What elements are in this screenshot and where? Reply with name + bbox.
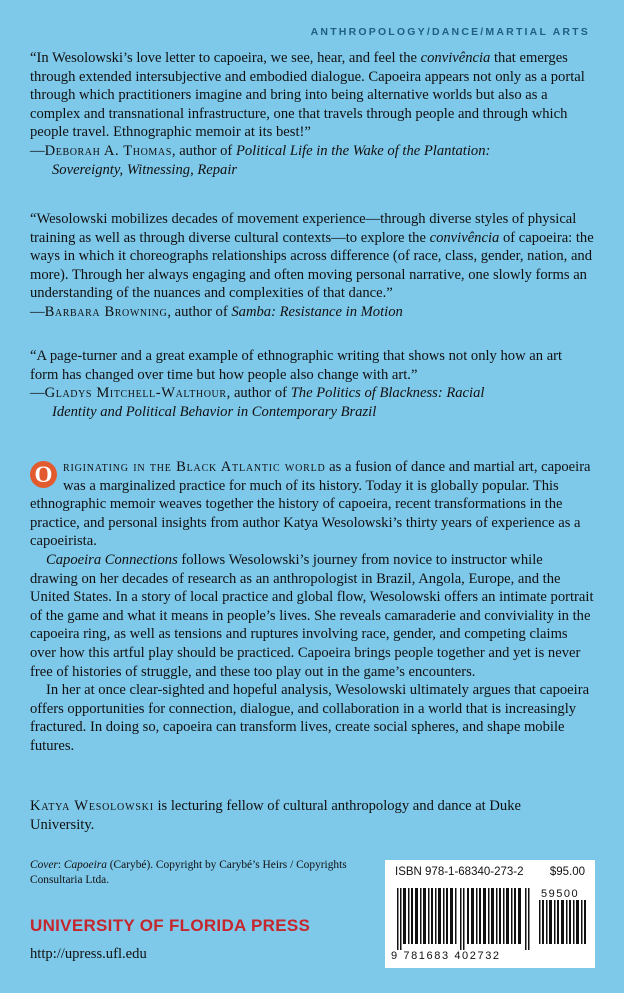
publisher-name: UNIVERSITY OF FLORIDA PRESS <box>30 916 311 935</box>
description-paragraph-3: In her at once clear-sighted and hopeful analysis, Wesolowski ultimately argues that capoeira offers opportunities for connection, dialogue, and collaboration in a world that is increasingly fractured. In doing so, capoeira can transform lives, create social spheres, and shape mobile futures. <box>30 682 590 754</box>
price-text: $95.00 <box>549 866 585 878</box>
blurb-1-name: Deborah A. Thomas <box>44 142 172 159</box>
isbn-line <box>395 866 585 878</box>
book-description <box>30 458 594 756</box>
description-paragraph-1: O riginating in the Black Atlantic world as a fusion of dance and martial art, capoeira was a marginalized practice for much of its history. Today it is globally popular. This ethnographic memoir weaves together the history of capoeira, recent transformations in the practice, and personal insights from author Katya Wesolowski’s thirty years of experience as a capoeirista. <box>30 459 591 550</box>
publisher-url: http://upress.ufl.edu <box>30 946 147 962</box>
blurb-2-quote: “Wesolowski mobilizes decades of movement experience—through diverse styles of physical training as well as through diverse cultural contexts—to explore the convivência of capoeira: the ways in which it choreographs relationships across difference (of race, class, gender, nation, and more). Through her always engaging and often moving personal narrative, one slowly forms an understanding of the nuances and complexities of that dance.” <box>30 211 594 302</box>
blurb-1-quote: “In Wesolowski’s love letter to capoeira, we see, hear, and feel the convivência that emerges through extended intersubjective and embodied dialogue. Capoeira appears not only as a portal through which practitioners imagine and bring into being alternative worlds but also as a complex and transnational infrastructure, one that travels through people and through which people travel. Ethnographic memoir at its best!” <box>30 50 585 141</box>
blurb-3 <box>30 347 594 421</box>
isbn-digits: 9 781683 402732 <box>391 950 501 962</box>
blurb-2-name: Barbara Browning <box>44 303 168 320</box>
cover-credit: Cover: Capoeira (Carybé). Copyright by Carybé’s Heirs / Copyrights Consultaria Ltda. <box>30 859 347 886</box>
isbn-text: ISBN 978-1-68340-273-2 <box>395 866 524 878</box>
price-code: 59500 <box>541 888 580 900</box>
barcode <box>385 860 595 968</box>
author-bio: Katya Wesolowski is lecturing fellow of cultural anthropology and dance at Duke University. <box>30 798 521 833</box>
dropcap-letter: O <box>30 461 57 488</box>
blurb-3-attribution: —Gladys Mitchell-Walthour, author of The Politics of Blackness: Racial Identity and Political Behavior in Contemporary Brazil <box>30 385 485 420</box>
blurb-2 <box>30 210 594 322</box>
blurb-3-quote: “A page-turner and a great example of ethnographic writing that shows not only how an art form has changed over time but how people also change with art.” <box>30 348 563 383</box>
blurb-1 <box>30 49 594 179</box>
isbn-barcode-bars <box>397 888 533 950</box>
author-name: Katya Wesolowski <box>30 798 154 814</box>
price-barcode-bars <box>539 900 587 944</box>
blurb-1-attribution: —Deborah A. Thomas, author of Political Life in the Wake of the Plantation: Sovereignty, Witnessing, Repair <box>30 142 491 178</box>
blurb-2-attribution: —Barbara Browning, author of Samba: Resistance in Motion <box>30 303 403 320</box>
category-label: ANTHROPOLOGY/DANCE/MARTIAL ARTS <box>310 26 590 38</box>
description-paragraph-2: Capoeira Connections follows Wesolowski’s journey from novice to instructor while drawing on her decades of research as an anthropologist in Brazil, Angola, Europe, and the United States. In a story of local practice and global flow, Wesolowski offers an intimate portrait of the game and what it means in people’s lives. She reveals camaraderie and conviviality in the capoeira ring, as well as tensions and ruptures involving race, gender, and competing claims over how this artful play should be practiced. Capoeira brings people together and yet is never free of histories of struggle, and these too play out in the game’s encounters. <box>30 551 594 680</box>
blurb-3-name: Gladys Mitchell-Walthour <box>44 385 227 402</box>
